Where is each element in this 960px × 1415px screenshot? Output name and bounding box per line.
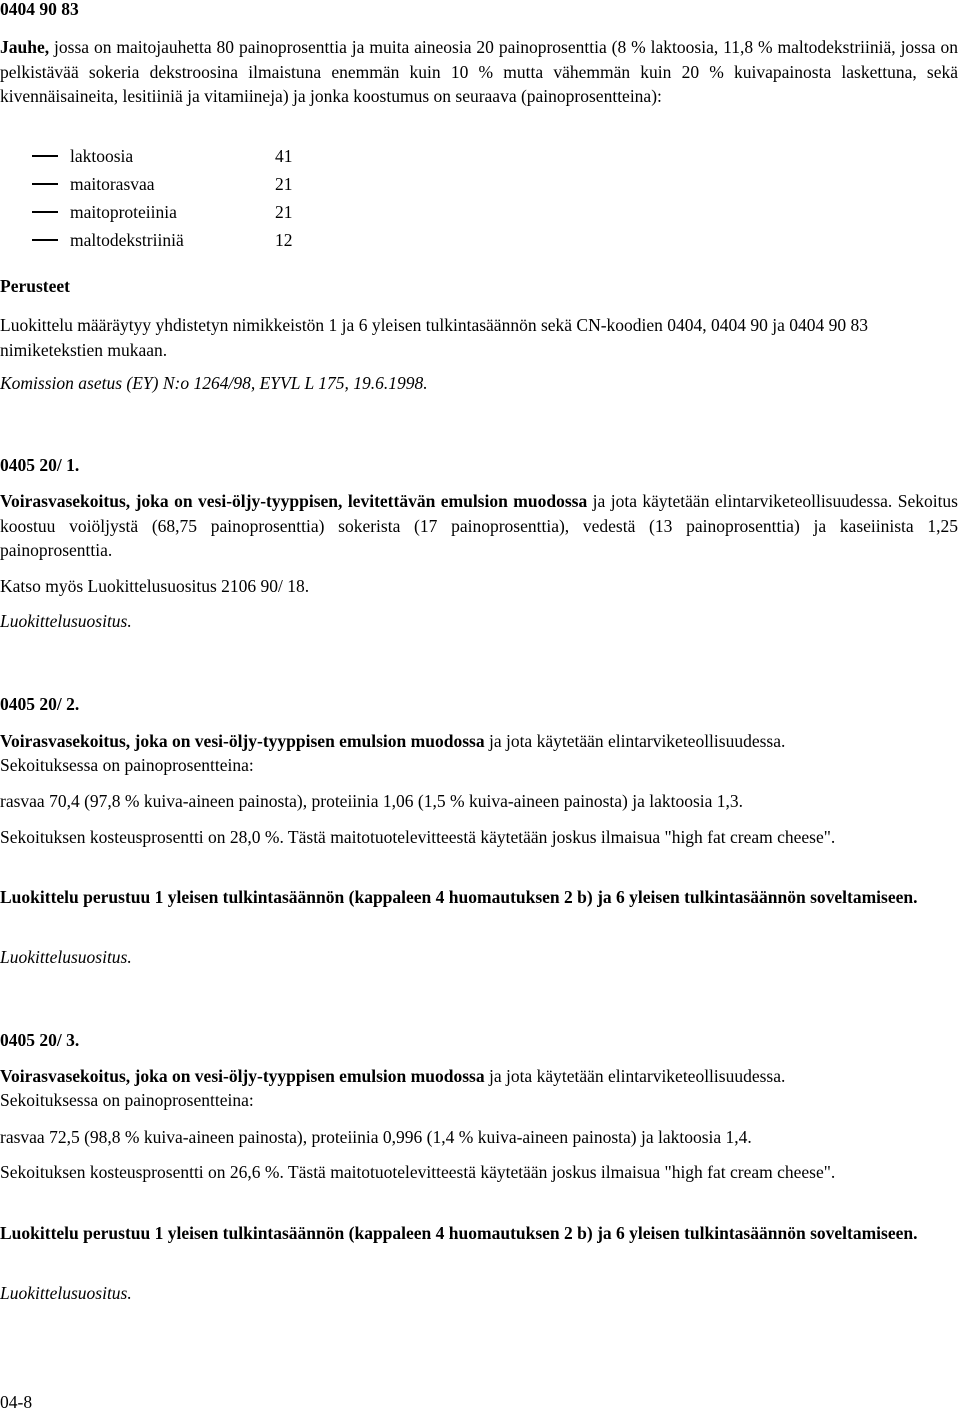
list-item-name: maitorasvaa xyxy=(70,173,155,194)
entry-description-text: ja jota käytetään elintarviketeollisuudessa. xyxy=(484,1066,786,1086)
list-item-name: maltodekstriiniä xyxy=(70,229,184,250)
entry-description-text: ja jota käytetään elintarviketeollisuudessa. Sekoitus koostuu voiöljystä (68,75 painoprosenttia) sokerista (17 painoprosenttia), vedestä (13 painoprosenttia) ja kaseiinista 1,25 painoprosenttia. xyxy=(0,491,958,560)
entry-description-text: ja jota käytetään elintarviketeollisuudessa. xyxy=(484,731,786,751)
list-item-value: 21 xyxy=(275,173,293,194)
classification-basis: Luokittelu perustuu 1 yleisen tulkintasäännön (kappaleen 4 huomautuksen 2 b) ja 6 yleisen tulkintasäännön soveltamiseen. xyxy=(0,887,918,907)
composition-values: rasvaa 70,4 (97,8 % kuiva-aineen painosta), proteiinia 1,06 (1,5 % kuiva-aineen painosta) ja laktoosia 1,3. xyxy=(0,791,744,811)
recommendation-status: Luokittelusuositus. xyxy=(0,1283,132,1303)
classification-basis: Luokittelu perustuu 1 yleisen tulkintasäännön (kappaleen 4 huomautuksen 2 b) ja 6 yleisen tulkintasäännön soveltamiseen. xyxy=(0,1223,918,1243)
dash-marker xyxy=(32,183,58,184)
composition-label: Sekoituksessa on painoprosentteina: xyxy=(0,1090,254,1110)
grounds-text: Luokittelu määräytyy yhdistetyn nimikkeistön 1 ja 6 yleisen tulkintasäännön sekä CN-koodien 0404, 0404 90 ja 0404 90 83 nimiketekstien mukaan. xyxy=(0,315,869,360)
entry-lead-term: Voirasvasekoitus, joka on vesi-öljy-tyyppisen emulsion muodossa xyxy=(0,731,485,751)
moisture-note: Sekoituksen kosteusprosentti on 26,6 %. Tästä maitotuotelevitteestä käytetään joskus ilmaisua "high fat cream cheese". xyxy=(0,1162,836,1182)
recommendation-status: Luokittelusuositus. xyxy=(0,947,132,967)
entry-description-text: jossa on maitojauhetta 80 painoprosenttia ja muita aineosia 20 painoprosenttia (8 % laktoosia, 11,8 % maltodekstriiniä, jossa on pelkistävää sokeria dekstroosina ilmaistuna enemmän kuin 10 % mutta vähemmän kuin 20 % kuivapainosta laskettuna, sekä kivennäisaineita, lesitiiniä ja vitamiineja) ja jonka koostumus on seuraava (painoprosentteina): xyxy=(0,37,958,106)
entry-lead-term: Jauhe, xyxy=(0,37,50,57)
list-item-value: 21 xyxy=(275,201,293,222)
entry-description xyxy=(0,1064,958,1089)
entry-description xyxy=(0,489,958,563)
legal-reference: Komission asetus (EY) N:o 1264/98, EYVL L 175, 19.6.1998. xyxy=(0,373,428,393)
list-item xyxy=(32,198,293,226)
list-item-value: 12 xyxy=(275,229,293,250)
dash-marker xyxy=(32,211,58,212)
recommendation-status: Luokittelusuositus. xyxy=(0,611,132,631)
entry-code: 0405 20/ 1. xyxy=(0,455,80,475)
entry-description xyxy=(0,35,958,109)
list-item xyxy=(32,142,293,170)
list-item xyxy=(32,226,293,254)
entry-lead-term: Voirasvasekoitus, joka on vesi-öljy-tyyppisen emulsion muodossa xyxy=(0,1066,485,1086)
list-item-name: maitoproteiinia xyxy=(70,201,177,222)
see-also-note: Katso myös Luokittelusuositus 2106 90/ 18. xyxy=(0,576,310,596)
dash-marker xyxy=(32,155,58,156)
entry-code: 0405 20/ 2. xyxy=(0,694,80,714)
composition-label: Sekoituksessa on painoprosentteina: xyxy=(0,755,254,775)
dash-marker xyxy=(32,239,58,240)
entry-code: 0405 20/ 3. xyxy=(0,1030,80,1050)
moisture-note: Sekoituksen kosteusprosentti on 28,0 %. Tästä maitotuotelevitteestä käytetään joskus ilmaisua "high fat cream cheese". xyxy=(0,827,836,847)
list-item xyxy=(32,170,293,198)
grounds-heading: Perusteet xyxy=(0,276,70,296)
composition-values: rasvaa 72,5 (98,8 % kuiva-aineen painosta), proteiinia 0,996 (1,4 % kuiva-aineen painosta) ja laktoosia 1,4. xyxy=(0,1127,752,1147)
composition-list xyxy=(32,142,293,254)
page-number: 04-8 xyxy=(0,1392,33,1412)
entry-description xyxy=(0,729,958,754)
list-item-name: laktoosia xyxy=(70,145,134,166)
entry-code: 0404 90 83 xyxy=(0,0,79,19)
list-item-value: 41 xyxy=(275,145,293,166)
entry-lead-term: Voirasvasekoitus, joka on vesi-öljy-tyyppisen, levitettävän emulsion muodossa xyxy=(0,491,588,511)
